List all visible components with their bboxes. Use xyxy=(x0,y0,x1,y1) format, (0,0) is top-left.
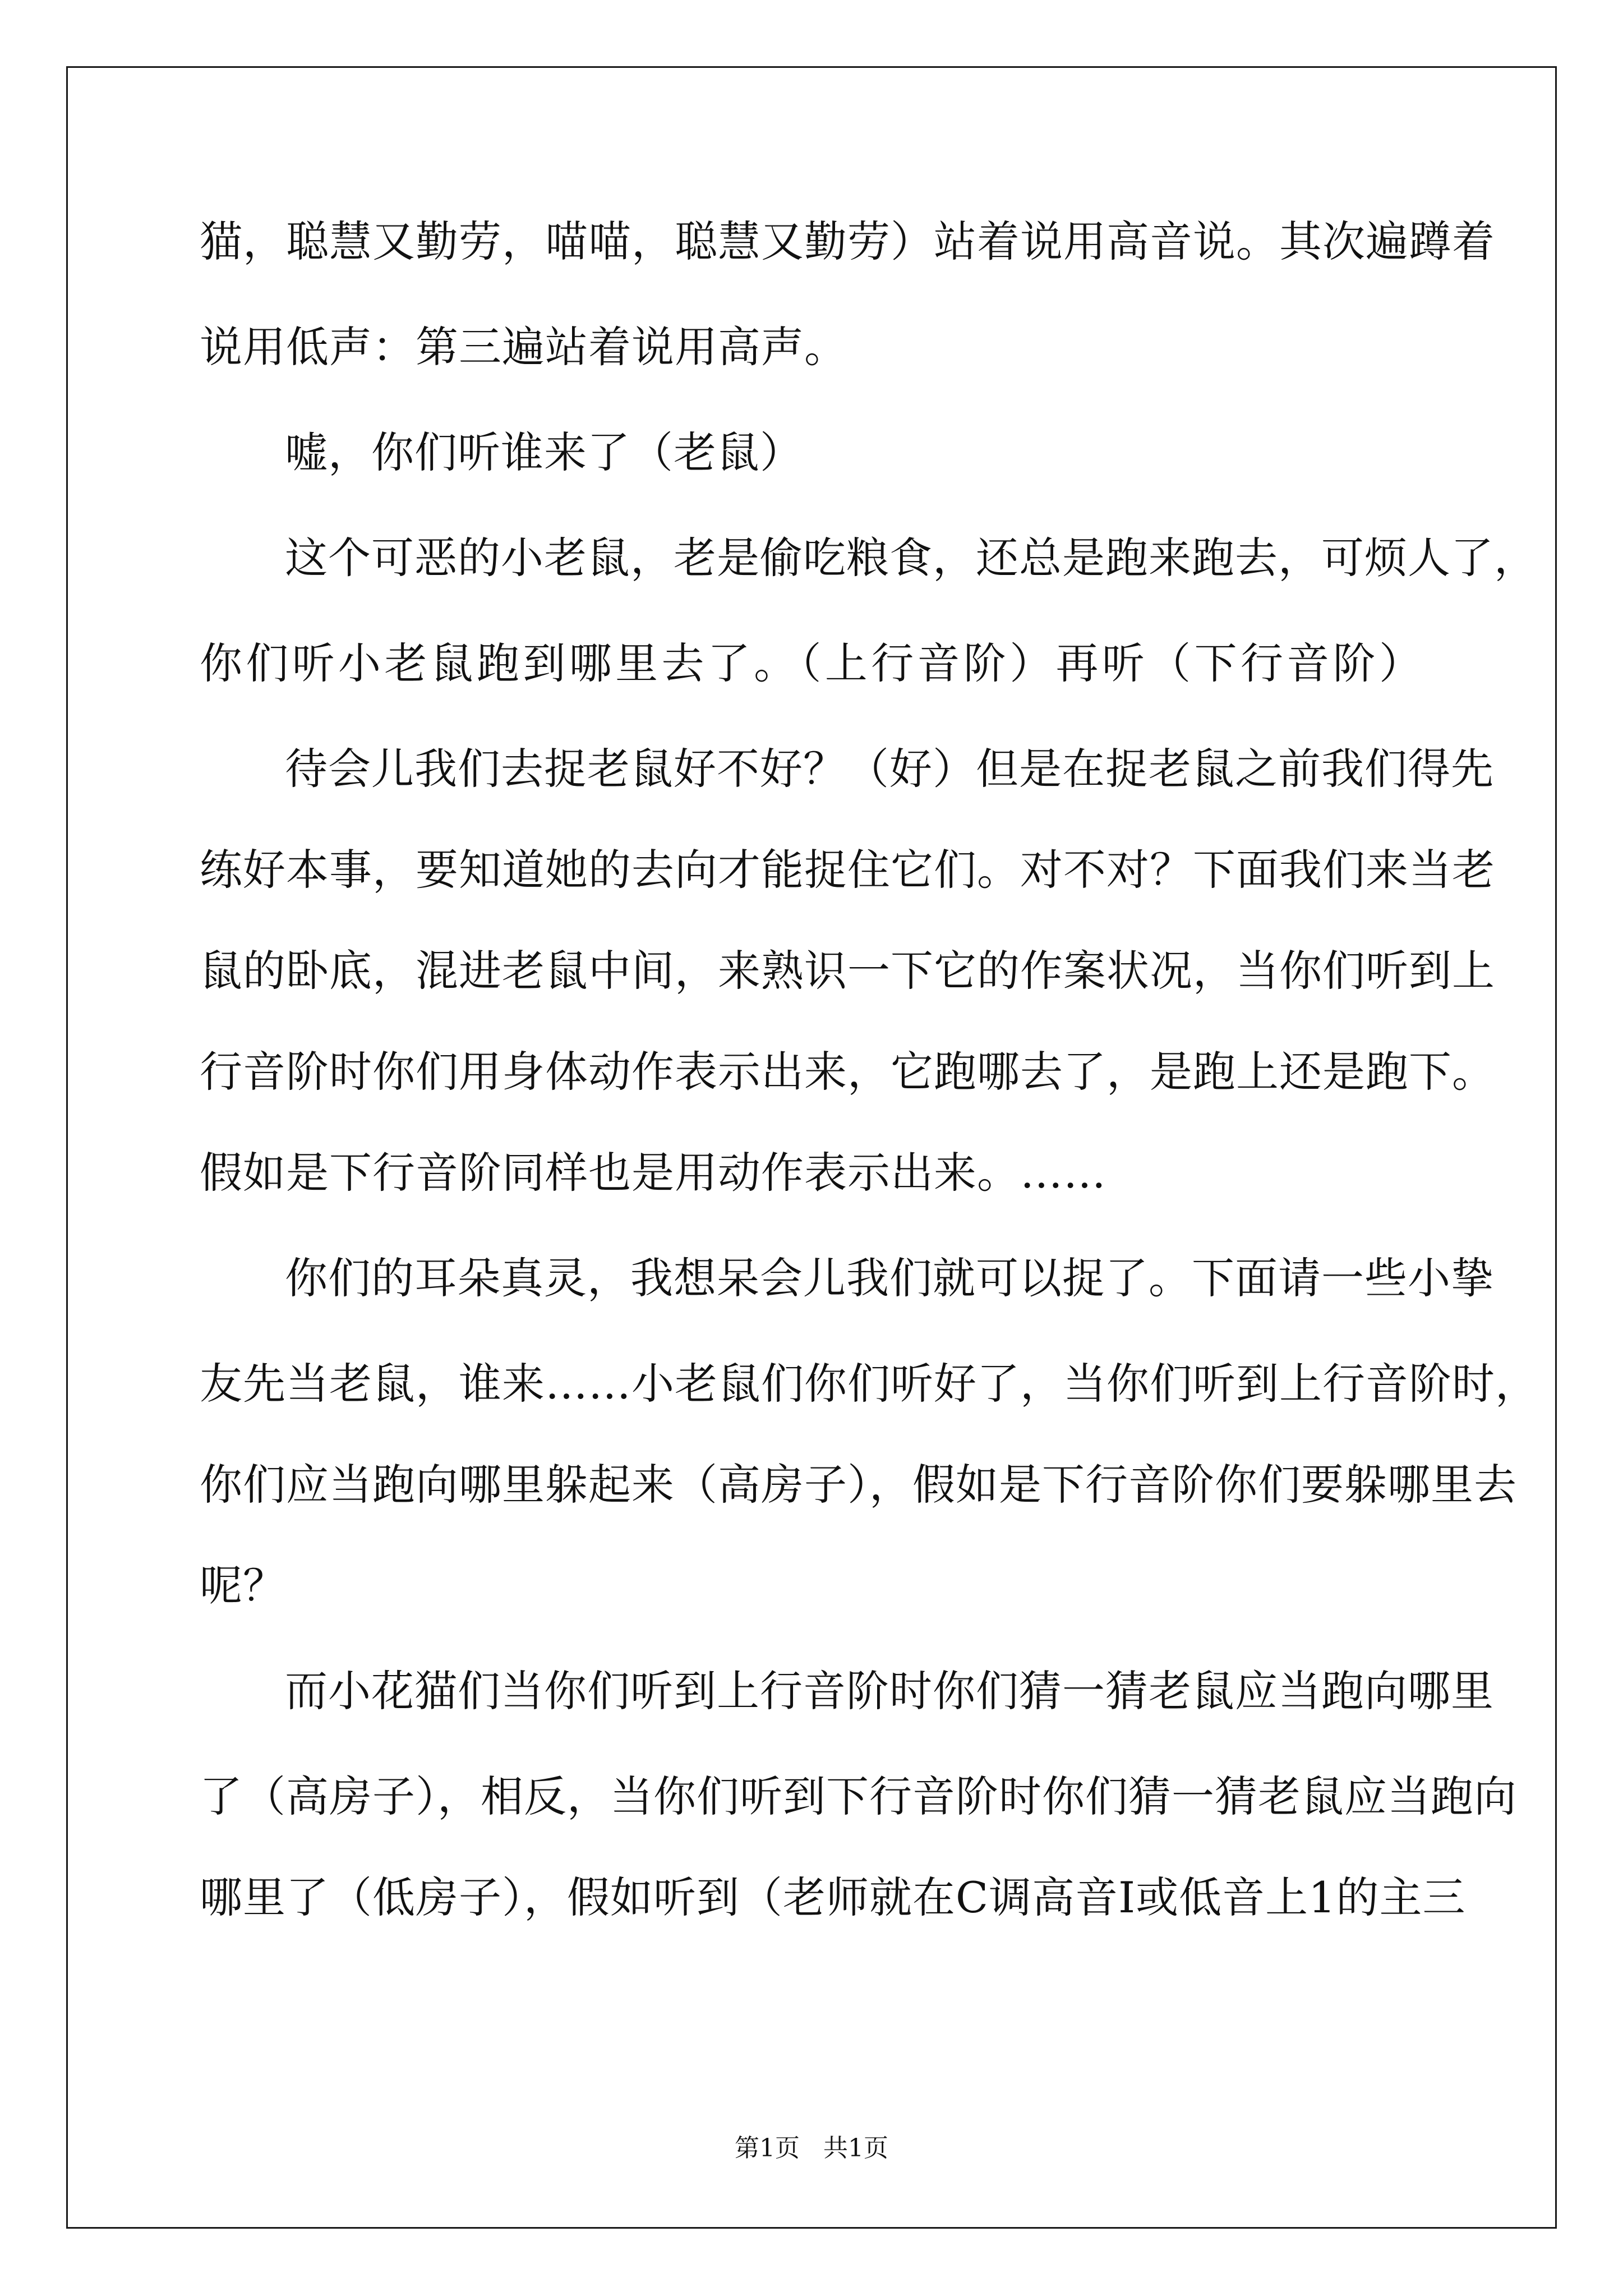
text-line: 了（高房子），相反，当你们听到下行音阶时你们猜一猜老鼠应当跑向 xyxy=(200,1772,1517,1821)
page-total: 共1页 xyxy=(823,2134,888,2162)
text-line: 待会儿我们去捉老鼠好不好？（好）但是在捉老鼠之前我们得先 xyxy=(285,744,1494,794)
text-line: 说用低声：第三遍站着说用高声。 xyxy=(200,322,847,372)
text-line: 友先当老鼠，谁来……小老鼠们你们听好了，当你们听到上行音阶时， xyxy=(200,1359,1538,1409)
text-line: 而小花猫们当你们听到上行音阶时你们猜一猜老鼠应当跑向哪里 xyxy=(285,1666,1494,1716)
text-line: 嘘，你们听谁来了（老鼠） xyxy=(285,427,803,477)
text-line: 哪里了（低房子），假如听到（老师就在C调高音Ⅰ或低音上1的主三 xyxy=(200,1872,1466,1922)
text-line: 鼠的卧底，混进老鼠中间，来熟识一下它的作案状况，当你们听到上 xyxy=(200,946,1495,996)
text-line: 呢？ xyxy=(200,1561,286,1611)
page-number: 第1页 xyxy=(735,2134,800,2162)
text-line: 猫，聪慧又勤劳，喵喵，聪慧又勤劳）站着说用高音说。其次遍蹲着 xyxy=(200,217,1495,266)
text-line: 你们应当跑向哪里躲起来（高房子），假如是下行音阶你们要躲哪里去 xyxy=(200,1460,1517,1510)
text-line: 你们听小老鼠跑到哪里去了。（上行音阶）再听（下行音阶） xyxy=(200,638,1422,688)
text-line: 练好本事，要知道她的去向才能捉住它们。对不对？下面我们来当老 xyxy=(200,845,1495,895)
text-line: 你们的耳朵真灵，我想呆会儿我们就可以捉了。下面请一些小挚 xyxy=(285,1253,1494,1303)
text-line: 假如是下行音阶同样也是用动作表示出来。…… xyxy=(200,1148,1106,1198)
page-footer xyxy=(0,2132,1623,2165)
text-line: 这个可恶的小老鼠，老是偷吃粮食，还总是跑来跑去，可烦人了， xyxy=(285,533,1537,583)
text-line: 行音阶时你们用身体动作表示出来，它跑哪去了，是跑上还是跑下。 xyxy=(200,1047,1495,1097)
